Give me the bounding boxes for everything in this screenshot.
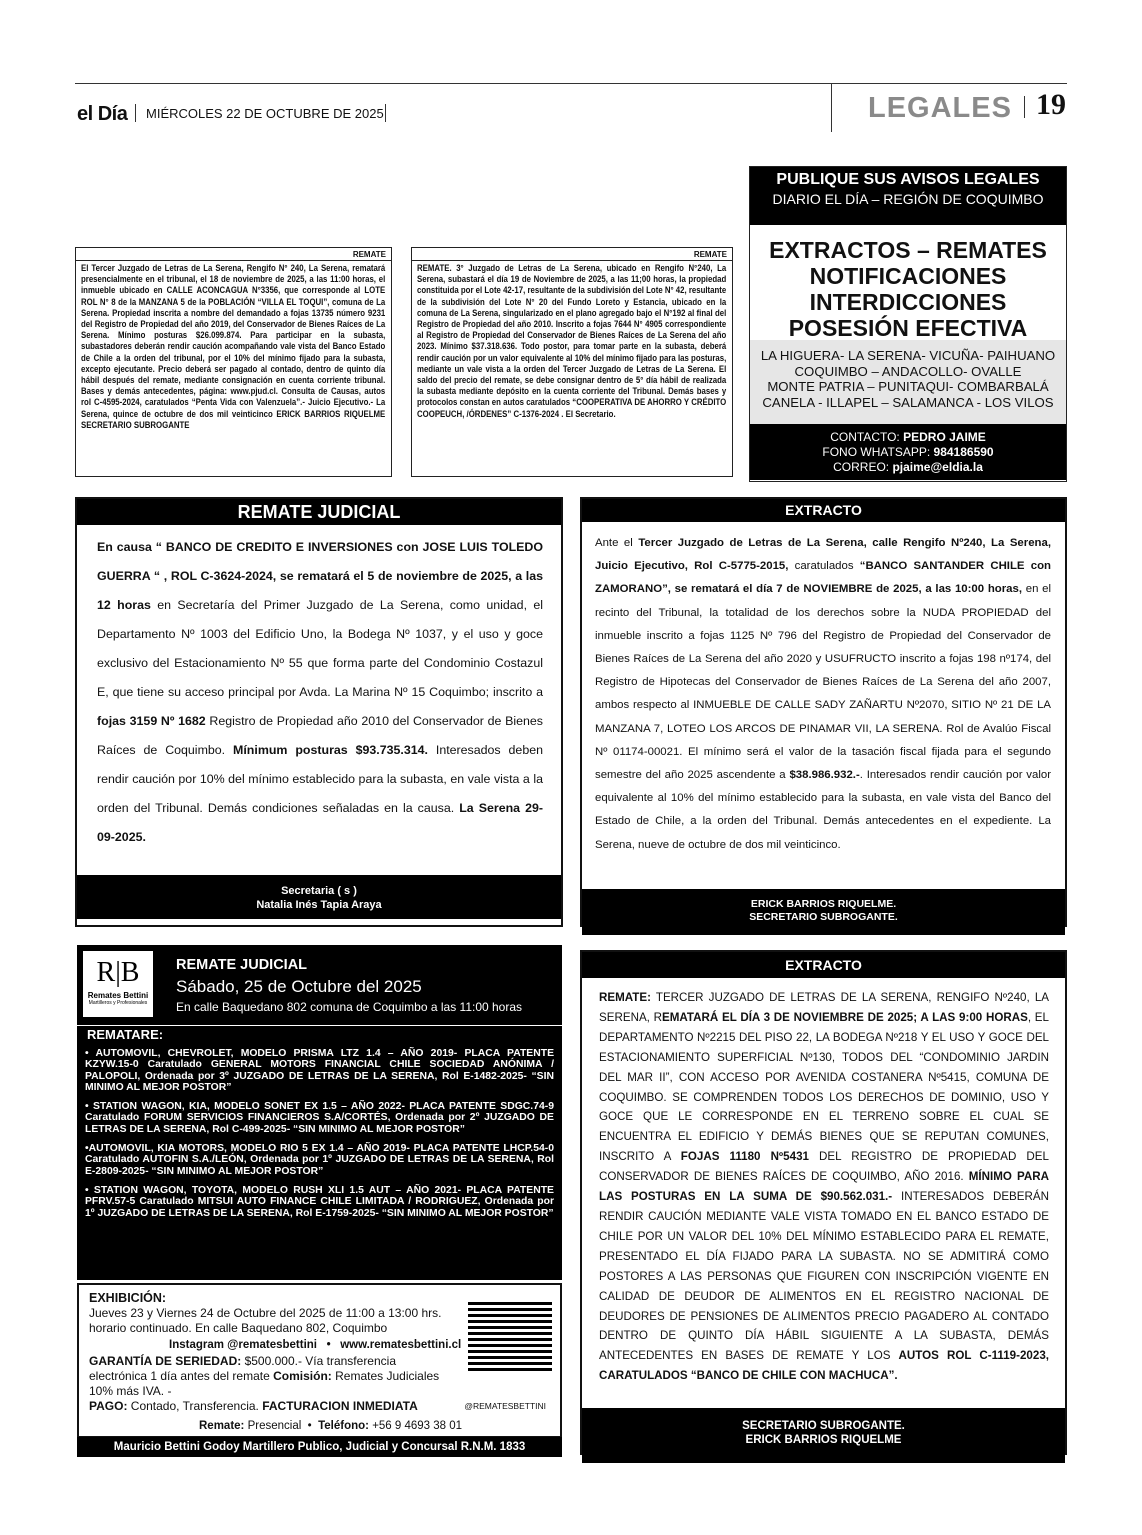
notice-emphasis: fojas 3159 Nº 1682 xyxy=(97,714,206,728)
bettini-place: En calle Baquedano 802 comuna de Coquimbo a las 11:00 horas xyxy=(176,1000,523,1014)
signature-role: Secretaria ( s ) xyxy=(281,885,357,897)
signature-role: SECRETARIO SUBROGANTE. xyxy=(742,1420,905,1432)
bettini-header xyxy=(77,945,562,1025)
notice-emphasis: $38.986.932.- xyxy=(789,769,860,782)
notice-emphasis: Mínimum posturas $93.735.314. xyxy=(233,743,428,757)
notice-emphasis: La Serena 29-09-2025. xyxy=(97,801,543,844)
notice-tag: REMATE xyxy=(76,250,391,261)
bettini-logo xyxy=(83,951,153,1017)
notice-text: en Secretaría del Primer Juzgado de La Serena, como unidad, el Departamento Nº 1003 del Edificio Uno, la Bodega Nº 1037, y el uso y goce exclusivo del Estacionamiento Nº 55 que forma parte del Condominio Costazul E, que tiene su acceso principal por Avda. La Marina Nº 15 Coquimbo; inscrito a xyxy=(97,598,544,699)
website-link[interactable]: www.rematesbettini.cl xyxy=(340,1339,462,1351)
logo-name: Remates Bettini xyxy=(87,991,149,1000)
terms-label: PAGO: xyxy=(89,1399,128,1413)
service-item: POSESIÓN EFECTIVA xyxy=(788,315,1028,341)
notice-text: TERCER JUZGADO DE LETRAS DE LA SERENA, RENGIFO Nº240, LA SERENA, R xyxy=(599,991,1049,1024)
promo-header xyxy=(750,167,1066,225)
promo-contact xyxy=(750,424,1066,480)
notice-body xyxy=(77,525,561,875)
notice-text: DEL REGISTRO DE PROPIEDAD DEL CONSERVADOR DE BIENES RAÍCES DE COQUIMBO, AÑO 2016. xyxy=(599,1150,1049,1184)
town-line: MONTE PATRIA – PUNITAQUI- COMBARBALÁ xyxy=(767,379,1049,394)
terms-label: Remate: xyxy=(199,1420,245,1432)
mail-label: CORREO: xyxy=(833,460,890,474)
bettini-lots xyxy=(77,1025,562,1280)
promo-headline: PUBLIQUE SUS AVISOS LEGALES xyxy=(776,171,1040,188)
notice-signature xyxy=(77,875,561,919)
qr-code-icon[interactable] xyxy=(468,1299,552,1371)
service-item: INTERDICCIONES xyxy=(809,289,1007,315)
notice-text: El Tercer Juzgado de Letras de La Serena, Rengifo N° 240, La Serena, rematará presencialmente en el tribunal, el 18 de noviembre de 2025, a las 11:00 horas, el inmueble ubicado en CALLE ACONCAGUA N°3356, que corresponde al LOTE ROL N° 8 de la MANZANA 5 de la POBLACIÓN “VILLA EL TOQUI”, comuna de La Serena. Propiedad inscrita a nombre del demandado a fojas 13735 número 9231 del Registro de Propiedad del año 2019, del Conservador de Bienes Raíces de La Serena. Mínimo posturas $26.099.874. Para participar en la subasta, subastadores deberán rendir caución acompañando vale vista del Banco Estado de Chile a la orden del tribunal, por el 10% del mínimo fijado para la subasta, excepto ejecutante. Precio deberá ser pagado al contado, dentro de quinto día hábil después del remate, mediante consignación en cuenta corriente tribunal. Bases y demás antecedentes, página: www.pjud.cl. Consulta de Causas, autos rol C-4595-2024, caratulados “Penta Vida con Valenzuela”.- Juicio Ejecutivo.- La Serena, quince de octubre de dos mil veinticinco ERICK BARRIOS RIQUELME SECRETARIO SUBROGANTE xyxy=(81,263,386,430)
notice-signature xyxy=(582,1408,1065,1463)
notice-emphasis: Tercer Juzgado de Letras de La Serena, calle Rengifo Nº240, La Serena, Juicio Ejecutivo, Rol C-5775-2015, xyxy=(595,537,1051,573)
top-rule xyxy=(75,83,1067,84)
lot-item: • AUTOMOVIL, CHEVROLET, MODELO PRISMA LTZ 1.4 – AÑO 2019- PLACA PATENTE KZYW.15-0 Caratulado GENERAL MOTORS FINANCIAL CHILE SOCIEDAD ANÓNIMA / PALOPOLI, Ordenada por 3º JUZGADO DE LETRAS DE LA SERENA, Rol E-1482-2025- “SIN MINIMO AL MEJOR POSTOR” xyxy=(85,1048,554,1093)
promo-towns xyxy=(750,340,1066,424)
social-handle: @REMATESBETTINI xyxy=(464,1401,546,1411)
notice-text: Interesados deben rendir caución por 10% del mínimo establecido para la subasta, en vale vista a la orden del Tribunal. Demás condiciones señaladas en la causa. xyxy=(97,743,544,815)
notice-text: INTERESADOS DEBERÁN RENDIR CAUCIÓN MEDIANTE VALE VISTA TOMADO EN EL BANCO ESTADO DE CHILE POR UN VALOR DEL 10% DEL MÍNIMO ESTABLECIDO PARA EL REMATE, PRESENTADO EL DÍA FIJADO PARA LA SUBASTA. NO SE ADMITIRÁ COMO POSTORES A LAS PERSONAS QUE FIGUREN CON INSCRIPCIÓN VIGENTE EN CALIDAD DE DEUDOR DE ALIMENTOS EN EL REGISTRO NACIONAL DE DEUDORES DE PENSIONES DE ALIMENTOS PRECIO PAGADERO AL CONTADO DENTRO DE QUINTO DÍA HÁBIL SIGUIENTE A LA SUBASTA, DEMÁS ANTECEDENTES EN BASES DE REMATE Y LOS xyxy=(599,1190,1049,1363)
notice-title: EXTRACTO xyxy=(582,952,1065,978)
signature-role: SECRETARIO SUBROGANTE. xyxy=(749,911,898,923)
logo-subtitle: Martilleros y Profesionales xyxy=(88,1000,148,1006)
notice-text: REMATE. 3° Juzgado de Letras de La Serena, ubicado en Rengifo N°240, La Serena, subastará el día 19 de Noviembre de 2025, a las 11;00 horas, la propiedad constituida por el Lote 42-17, resultante de la subdivisión del Lote N° 42, resultante de la subdivisión del Lote N° 20 del Fundo Loreto y Estancia, ubicado en la comuna de La Serena, singularizado en el plano agregado bajo el N°192 al final del Registro de Propiedad del año 2010. Inscrito a fojas 7644 N° 4905 correspondiente al Registro de Propiedad del Conservador de Bienes Raíces de La Serena del año 2023. Mínimo $37.318.636. Todo postor, para tomar parte en la subasta, deberá rendir caución por un valor equivalente al 10% del mínimo fijado para las posturas, mediante un vale vista a la orden del Tercer Juzgado de Letras de La Serena. El saldo del precio del remate, se debe consignar dentro de 5° día hábil de realizada la subasta mediante depósito en la cuenta corriente del Tribunal. Demás bases y protocolos constan en autos caratulados “COOPERATIVA DE AHORRO Y CRÉDITO COOPEUCH, /ÓRDENES” C-1376-2024 . El Secretario. xyxy=(417,263,727,419)
legal-ads-promo xyxy=(749,166,1067,482)
logo-initials: R|B xyxy=(96,957,140,988)
exhibition-label: EXHIBICIÓN: xyxy=(89,1291,167,1305)
lot-item: •AUTOMOVIL, KIA MOTORS, MODELO RIO 5 EX 1.4 – AÑO 2019- PLACA PATENTE LHCP.54-0 Caratulado AUTOFIN S.A./LEÓN, Ordenada por 1º JUZGADO DE LETRAS DE LA SERENA, Rol E-2809-2025- “SIN MINIMO AL MEJOR POSTOR” xyxy=(85,1143,554,1177)
newspaper-brand: el Día xyxy=(77,103,128,125)
contact-line: Remate: Presencial • Teléfono: +56 9 4693 38 01 xyxy=(199,1420,463,1432)
bettini-date: Sábado, 25 de Octubre del 2025 xyxy=(176,977,422,996)
exhibition-text: Jueves 23 y Viernes 24 de Octubre del 2025 de 11:00 a 13:00 hrs. horario continuado. En calle Baquedano 802, Coquimbo xyxy=(89,1306,442,1335)
notice-text: en el recinto del Tribunal, la totalidad de los derechos sobre la NUDA PROPIEDAD del inmueble inscrito a fojas 1125 Nº 796 del Registro de Propiedad del Conservador de Bienes Raíces de La Serena del año 2020 y USUFRUCTO inscrito a fojas 198 nº174, del Registro de Hipotecas del Conservador de Bienes Raíces de La Serena del año 2007, ambos respecto al INMUEBLE DE CALLE SADY ZAÑARTU Nº2070, SITIO Nº 21 DE LA MANZANA 7, LOTEO LOS ARCOS DE PINAMAR VII, LA SERENA. Rol de Avalúo Fiscal Nº 01174-00021. El mínimo será el valor de la tasación fiscal fijada para el segundo semestre del año 2025 ascendente a xyxy=(595,583,1052,782)
notice-emphasis: FOJAS 11180 Nº5431 xyxy=(680,1150,809,1164)
phone-label: FONO WHATSAPP: xyxy=(822,445,931,459)
notice-signature xyxy=(582,889,1065,935)
notice-text: Ante el xyxy=(595,537,639,549)
bettini-footer: Mauricio Bettini Godoy Martillero Publico, Judicial y Concursal R.N.M. 1833 xyxy=(77,1437,562,1457)
terms-label: Comisión: xyxy=(273,1369,332,1383)
signature-name: ERICK BARRIOS RIQUELME xyxy=(745,1434,902,1446)
rematare-label: REMATARE: xyxy=(77,1025,562,1042)
notice-body xyxy=(582,978,1065,1408)
terms xyxy=(89,1354,449,1414)
notice-tag: REMATE xyxy=(412,250,732,261)
terms-text: Contado, Transferencia. xyxy=(127,1399,263,1413)
town-line: LA HIGUERA- LA SERENA- VICUÑA- PAIHUANO xyxy=(760,348,1056,363)
social-links: Instagram @rematesbettini • www.rematesbettini.cl xyxy=(169,1339,462,1351)
terms-text: Remates Judiciales 10% más IVA. - xyxy=(89,1369,440,1398)
town-line: COQUIMBO – ANDACOLLO- OVALLE xyxy=(794,363,1022,379)
issue-date: MIÉRCOLES 22 DE OCTUBRE DE 2025 xyxy=(146,106,384,121)
terms-label: Teléfono: xyxy=(318,1420,369,1432)
bettini-title: REMATE JUDICIAL xyxy=(176,957,308,973)
signature-name: Natalia Inés Tapia Araya xyxy=(256,899,382,911)
header-divider xyxy=(831,84,832,132)
lot-item: • STATION WAGON, TOYOTA, MODELO RUSH XLI 1.5 AUT – AÑO 2021- PLACA PATENTE PFRV.57-5 Caratulado MITSUI AUTO FINANCE CHILE LIMITADA / RODRIGUEZ, Ordenada por 1º JUZGADO DE LETRAS DE LA SERENA, Rol E-1759-2025- “SIN MINIMO AL MEJOR POSTOR” xyxy=(85,1184,554,1219)
page-number: 19 xyxy=(1036,88,1066,121)
notice-lead: En causa “ BANCO DE CREDITO E INVERSIONES con JOSE LUIS TOLEDO GUERRA “ , ROL C-3624-2024, se rematará el 5 de noviembre de 2025, a las 12 horas xyxy=(97,540,543,612)
bettini-details xyxy=(77,1283,562,1438)
notice-emphasis: EMATARÁ EL DÍA 3 DE NOVIEMBRE DE 2025; A LAS 9:00 HORAS xyxy=(662,1010,1028,1024)
terms-label: GARANTÍA DE SERIEDAD: xyxy=(89,1354,242,1368)
town-line: CANELA - ILLAPEL – SALAMANCA - LOS VILOS xyxy=(762,394,1054,410)
remate-notice-2 xyxy=(411,247,733,477)
header-divider xyxy=(1024,96,1025,118)
section-title: LEGALES xyxy=(868,92,1012,124)
notice-emphasis: REMATE: xyxy=(599,991,651,1004)
notice-emphasis: AUTOS ROL C-1119-2023, CARATULADOS “BANCO DE CHILE CON MACHUCA”. xyxy=(599,1349,1049,1383)
notice-body xyxy=(582,522,1065,889)
notice-text: , EL DEPARTAMENTO Nº2215 DEL PISO 22, LA BODEGA Nº218 Y EL USO Y GOCE DEL ESTACIONAMIENTO SUPERFICIAL Nº130, TODOS DEL “CONDOMINIO JARDIN DEL MAR II”, CON ACCESO POR AVENIDA COSTANERA Nº5415, COMUNA DE COQUIMBO. SE COMPRENDEN TODOS LOS DERECHOS DE DOMINIO, USO Y GOCE QUE LE CORRESPONDE EN EL TERRENO SOBRE EL CUAL SE ENCUENTRA EL EDIFICIO Y DEMÁS BIENES QUE SE REPUTAN COMUNES, INSCRITO A xyxy=(599,1010,1049,1164)
email-link[interactable]: pjaime@eldia.la xyxy=(892,460,983,474)
notice-emphasis: MÍNIMO PARA LAS POSTURAS EN LA SUMA DE $90.562.031.- xyxy=(599,1170,1050,1204)
instagram-link[interactable]: Instagram @rematesbettini xyxy=(169,1339,317,1351)
header-divider xyxy=(135,104,136,122)
notice-text: . Interesados rendir caución por valor equivalente al 10% del mínimo establecido para la subasta, en vale vista del Banco del Estado de Chile, a la orden del Tribunal. Demás antecedentes en el expediente. La Serena, nueve de octubre de dos mil veinticinco. xyxy=(595,769,1051,851)
contact-name: PEDRO JAIME xyxy=(903,430,986,444)
signature-name: ERICK BARRIOS RIQUELME. xyxy=(750,898,897,910)
phone-number[interactable]: +56 9 4693 38 01 xyxy=(369,1420,463,1432)
promo-subheadline: DIARIO EL DÍA – REGIÓN DE COQUIMBO xyxy=(772,191,1044,207)
promo-services xyxy=(750,225,1066,340)
extracto-notice-1 xyxy=(580,497,1067,927)
phone-number[interactable]: 984186590 xyxy=(933,445,994,459)
terms-text: Presencial xyxy=(244,1420,302,1432)
remate-judicial-notice xyxy=(75,497,563,927)
notice-text: Registro de Propiedad año 2010 del Conservador de Bienes Raíces de Coquimbo. xyxy=(97,714,543,757)
service-item: NOTIFICACIONES xyxy=(809,263,1007,289)
extracto-notice-2 xyxy=(580,950,1067,1455)
terms-text: $500.000.- Vía transferencia electrónica 1 día antes del remate xyxy=(89,1354,396,1383)
contact-label: CONTACTO: xyxy=(830,430,900,444)
terms-emphasis: FACTURACION INMEDIATA xyxy=(262,1399,418,1413)
notice-text: caratulados xyxy=(788,560,860,573)
notice-emphasis: “BANCO SANTANDER CHILE con ZAMORANO”, se rematará el día 7 de NOVIEMBRE de 2025, a las 10:00 horas, xyxy=(595,560,1051,596)
header-divider xyxy=(385,104,386,122)
remate-notice-1 xyxy=(75,247,392,477)
lot-item: • STATION WAGON, KIA, MODELO SONET EX 1.5 – AÑO 2022- PLACA PATENTE SDGC.74-9 Caratulado FORUM SERVICIOS FINANCIEROS S.A/CORTÉS, Ordenada por 2º JUZGADO DE LETRAS DE LA SERENA, Rol C-499-2025- “SIN MINIMO AL MEJOR POSTOR” xyxy=(85,1101,554,1135)
notice-title: REMATE JUDICIAL xyxy=(77,499,561,525)
service-item: EXTRACTOS – REMATES xyxy=(769,237,1047,263)
notice-title: EXTRACTO xyxy=(582,499,1065,522)
